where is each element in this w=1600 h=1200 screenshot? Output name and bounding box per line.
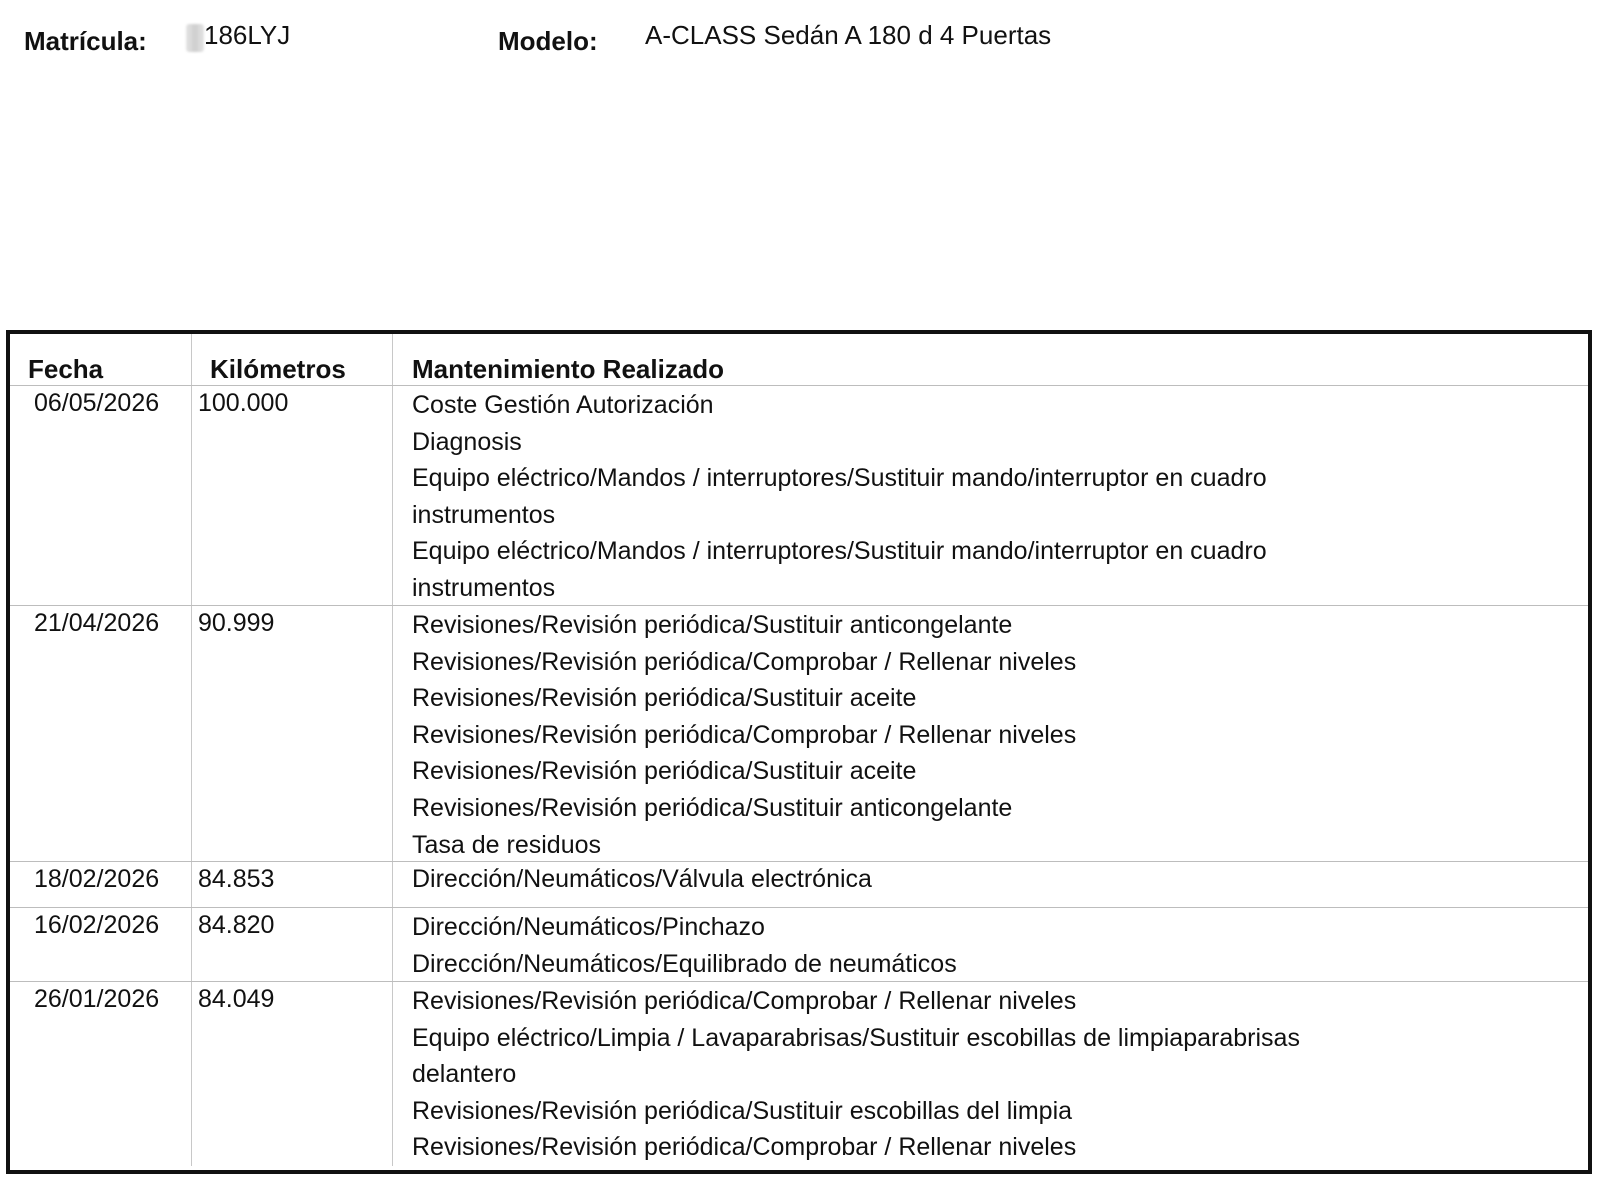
task-item: Coste Gestión Autorización	[412, 391, 714, 419]
row-km: 90.999	[198, 609, 275, 637]
task-item: Revisiones/Revisión periódica/Sustituir aceite	[412, 757, 917, 786]
task-item: Revisiones/Revisión periódica/Comprobar / Rellenar niveles	[412, 987, 1077, 1015]
row-fecha: 26/01/2026	[34, 985, 160, 1013]
row-km: 84.853	[198, 865, 275, 893]
task-item: Revisiones/Revisión periódica/Comprobar / Rellenar niveles	[412, 1133, 1077, 1162]
task-item: Revisiones/Revisión periódica/Comprobar / Rellenar niveles	[412, 647, 1077, 676]
task-item: Dirección/Neumáticos/Pinchazo	[412, 913, 765, 941]
task-item: Revisiones/Revisión periódica/Sustituir aceite	[412, 684, 917, 713]
row-tasks	[412, 909, 957, 982]
row-tasks	[412, 387, 1267, 607]
task-item: Equipo eléctrico/Mandos / interruptores/Sustituir mando/interruptor en cuadro	[412, 537, 1267, 566]
row-fecha: 18/02/2026	[34, 865, 160, 893]
column-divider	[392, 334, 393, 1166]
task-item: Dirección/Neumáticos/Válvula electrónica	[412, 865, 872, 893]
row-tasks	[412, 861, 872, 898]
modelo-value: A-CLASS Sedán A 180 d 4 Puertas	[645, 20, 1052, 50]
task-item: instrumentos	[412, 573, 556, 602]
task-item: Revisiones/Revisión periódica/Comprobar / Rellenar niveles	[412, 720, 1077, 749]
row-km: 84.820	[198, 911, 275, 939]
row-km: 84.049	[198, 985, 275, 1013]
column-header-mantenimiento: Mantenimiento Realizado	[412, 354, 725, 384]
task-item: Tasa de residuos	[412, 830, 602, 859]
task-item: Equipo eléctrico/Limpia / Lavaparabrisas/Sustituir escobillas de limpiaparabrisas	[412, 1023, 1300, 1052]
task-item: Revisiones/Revisión periódica/Sustituir anticongelante	[412, 611, 1013, 639]
task-item: delantero	[412, 1060, 517, 1089]
vehicle-header	[0, 20, 1600, 60]
row-km: 100.000	[198, 389, 289, 417]
column-header-kilometros: Kilómetros	[210, 354, 346, 384]
task-item: instrumentos	[412, 500, 556, 529]
row-fecha: 06/05/2026	[34, 389, 160, 417]
matricula-value: 186LYJ	[204, 20, 291, 50]
row-fecha: 21/04/2026	[34, 609, 160, 637]
modelo-label: Modelo:	[498, 26, 598, 56]
matricula-label: Matrícula:	[24, 26, 147, 56]
row-fecha: 16/02/2026	[34, 911, 160, 939]
task-item: Dirección/Neumáticos/Equilibrado de neumáticos	[412, 949, 957, 978]
column-header-fecha: Fecha	[28, 354, 104, 384]
redacted-mark	[186, 24, 204, 52]
row-tasks	[412, 983, 1300, 1166]
task-item: Revisiones/Revisión periódica/Sustituir escobillas del limpia	[412, 1096, 1073, 1125]
maintenance-table	[6, 330, 1592, 1174]
task-item: Equipo eléctrico/Mandos / interruptores/Sustituir mando/interruptor en cuadro	[412, 464, 1267, 493]
task-item: Diagnosis	[412, 427, 522, 456]
column-divider	[191, 334, 192, 1166]
task-item: Revisiones/Revisión periódica/Sustituir anticongelante	[412, 793, 1013, 822]
row-tasks	[412, 607, 1076, 863]
